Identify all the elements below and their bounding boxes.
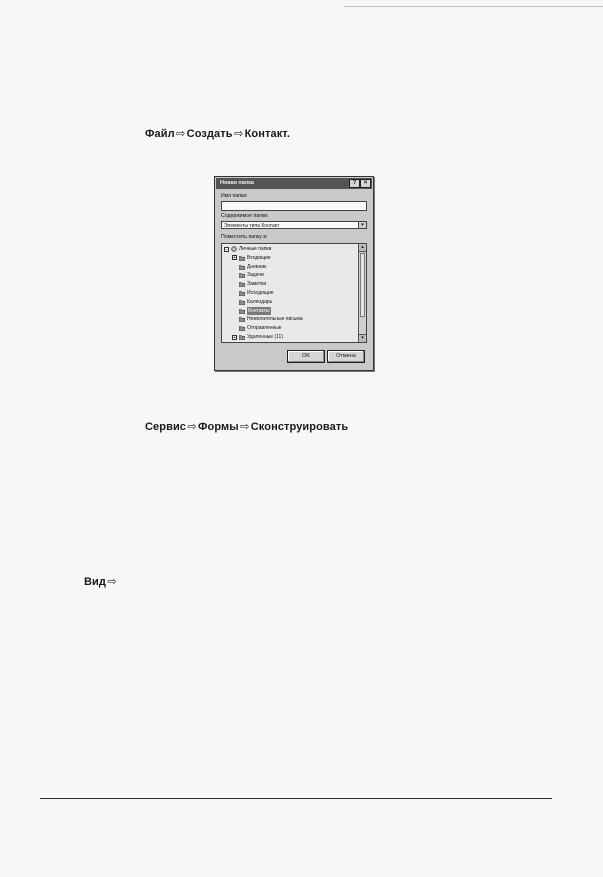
folder-contents-label: Содержимое папки: — [221, 213, 269, 219]
help-button[interactable]: ? — [349, 179, 360, 188]
outbox-icon — [239, 290, 245, 296]
ok-button[interactable]: OK — [287, 350, 325, 363]
arrow-icon: ⇨ — [107, 576, 117, 588]
new-folder-dialog — [214, 176, 374, 371]
folder-name-label: Имя папки: — [221, 193, 248, 199]
tree-item[interactable] — [232, 263, 266, 271]
cancel-button[interactable]: Отмена — [327, 350, 365, 363]
tree-item[interactable] — [232, 333, 283, 341]
tree-item-label: Нежелательные письма — [247, 316, 303, 323]
arrow-icon: ⇨ — [176, 128, 186, 140]
scroll-up-icon[interactable]: ▴ — [359, 244, 366, 252]
sent-items-icon — [239, 325, 245, 331]
menu-step-tools: Сервис — [145, 421, 187, 433]
tree-item[interactable] — [232, 324, 282, 332]
footer-rule — [40, 798, 552, 799]
menu-step-design: Сконструировать — [250, 421, 349, 433]
scroll-thumb[interactable] — [360, 253, 365, 317]
journal-icon — [239, 264, 245, 270]
tree-item-label: Личные папки — [239, 246, 272, 252]
collapse-icon[interactable]: − — [225, 246, 228, 253]
contacts-icon — [239, 308, 245, 314]
folder-contents-select[interactable] — [221, 221, 367, 229]
arrow-icon: ⇨ — [240, 421, 250, 433]
tree-item-label: Контакты — [248, 307, 270, 314]
arrow-icon: ⇨ — [233, 128, 244, 140]
tree-item-label: Дневник — [247, 263, 267, 270]
tree-item[interactable] — [224, 245, 271, 253]
top-rule — [344, 6, 603, 7]
tree-item[interactable] — [232, 315, 303, 323]
tree-item-label: Отправленные — [247, 325, 282, 332]
inbox-icon — [239, 255, 245, 261]
tree-item[interactable] — [232, 280, 266, 288]
personal-folders-icon — [231, 246, 237, 252]
tree-item-label: Заметки — [247, 281, 267, 288]
menu-step-file: Файл — [145, 128, 175, 140]
folder-name-input[interactable] — [221, 201, 367, 211]
tree-scrollbar[interactable] — [358, 244, 366, 342]
arrow-icon: ⇨ — [187, 421, 197, 433]
junk-mail-icon — [239, 316, 245, 322]
menu-step-forms: Формы — [198, 421, 239, 433]
expand-icon[interactable]: + — [233, 334, 236, 341]
folder-contents-value: Элементы типа Контакт — [224, 223, 280, 229]
tree-item[interactable] — [232, 254, 271, 262]
chevron-down-icon[interactable]: ▾ — [358, 222, 366, 228]
tree-item-label: Входящие — [247, 254, 271, 261]
tree-item[interactable] — [232, 289, 274, 297]
tree-item[interactable] — [232, 307, 271, 315]
tree-item-label: Удаленные (11) — [247, 334, 283, 340]
tasks-icon — [239, 272, 245, 278]
close-button[interactable]: × — [360, 179, 371, 188]
menu-step-create: Создать — [186, 128, 233, 140]
menu-step-contact: Контакт. — [244, 128, 290, 140]
folder-tree[interactable] — [221, 243, 367, 343]
tree-item-label: Календарь — [247, 298, 273, 305]
menu-path-design-form — [145, 420, 348, 433]
menu-path-create-contact — [145, 127, 290, 140]
menu-step-view: Вид — [84, 576, 106, 588]
expand-icon[interactable]: + — [233, 255, 236, 262]
tree-item-label: Задачи — [247, 272, 264, 279]
calendar-icon — [239, 299, 245, 305]
place-folder-label: Поместить папку в: — [221, 234, 268, 240]
tree-item[interactable] — [232, 298, 272, 306]
menu-path-view — [84, 575, 118, 588]
dialog-title: Новая папка — [220, 179, 254, 186]
tree-item-label: Исходящие — [247, 290, 274, 296]
deleted-items-icon — [239, 334, 245, 340]
notes-icon — [239, 281, 245, 287]
tree-item[interactable] — [232, 271, 264, 279]
scroll-down-icon[interactable]: ▾ — [359, 334, 366, 342]
